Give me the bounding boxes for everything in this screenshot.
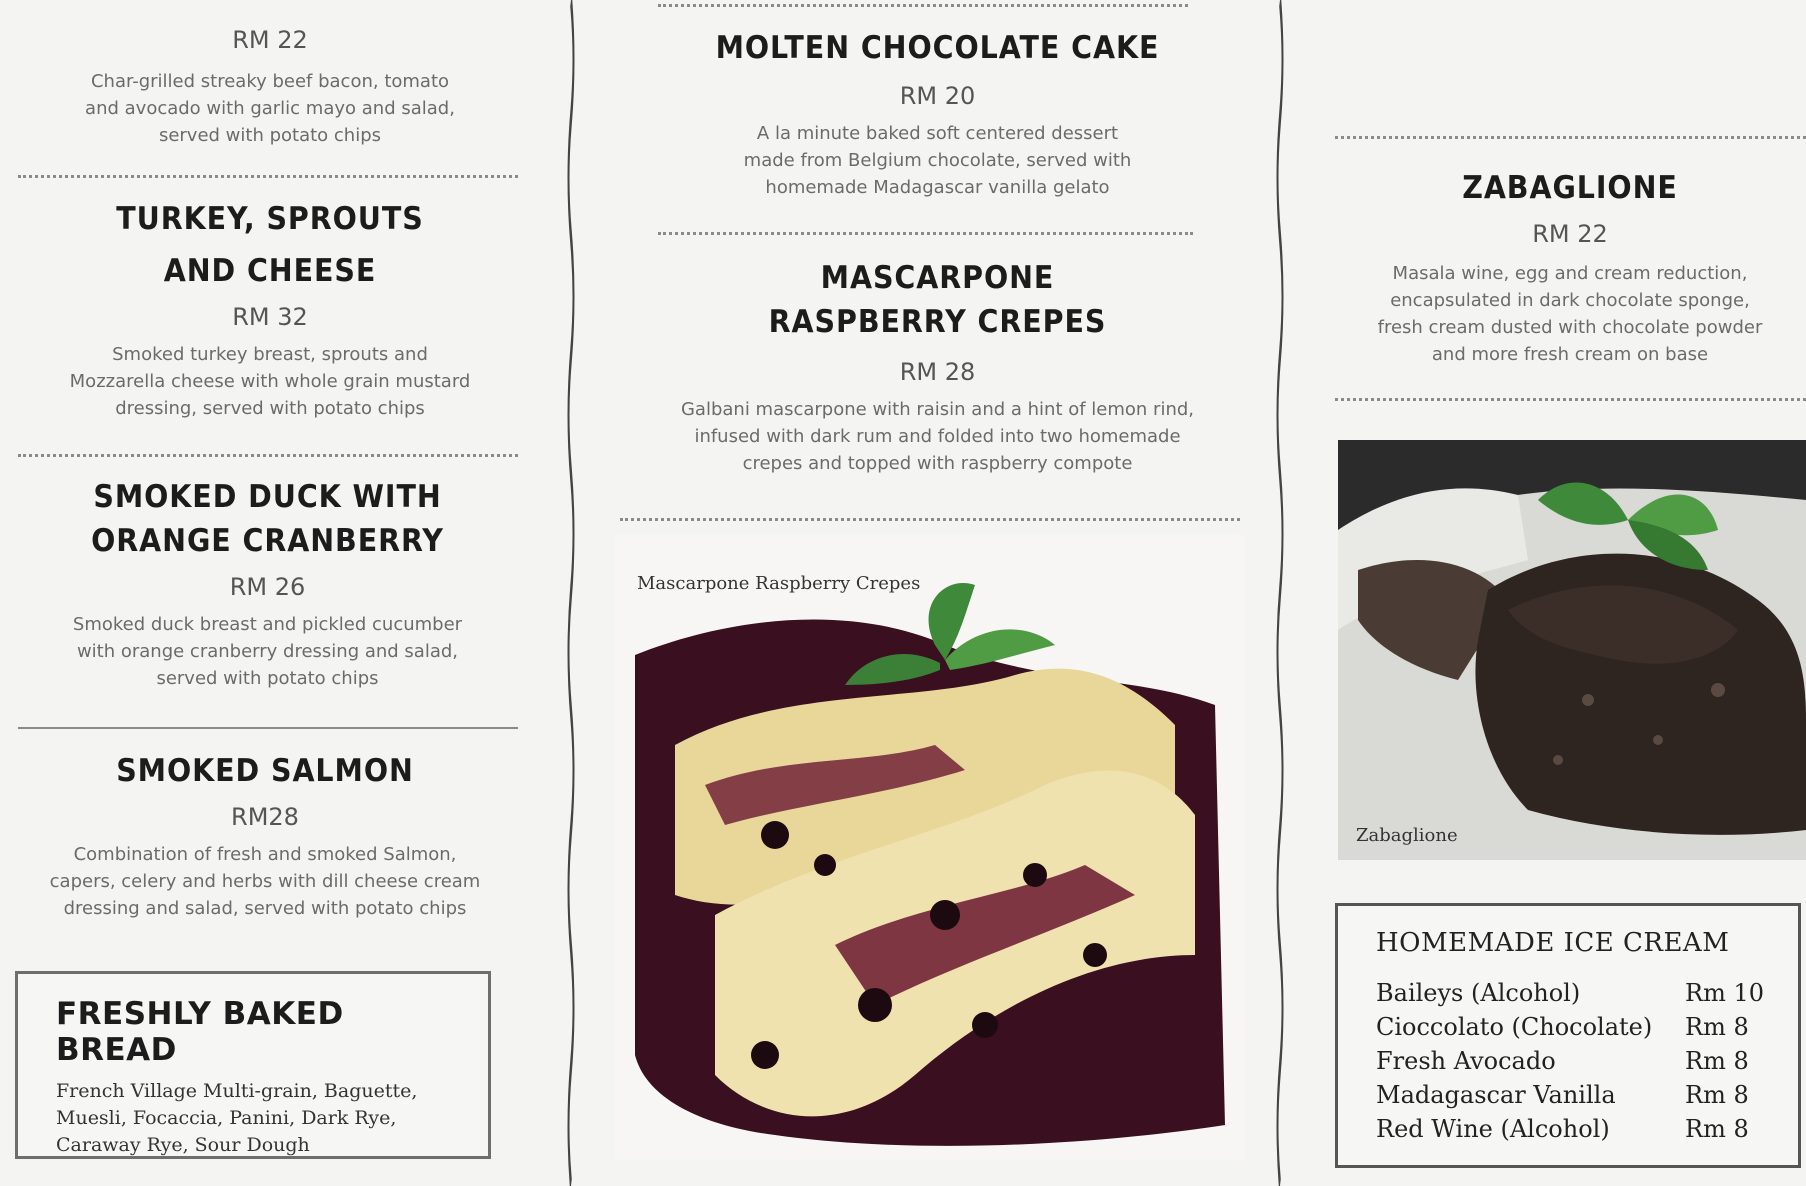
ice-cream-price: Rm 10 bbox=[1685, 979, 1764, 1007]
menu-item-bacon bbox=[0, 20, 540, 149]
divider bbox=[658, 232, 1193, 235]
menu-item-mascarpone-raspberry-crepes bbox=[605, 256, 1270, 477]
item-price: RM 26 bbox=[229, 573, 306, 601]
ice-cream-name: Baileys (Alcohol) bbox=[1376, 979, 1581, 1007]
item-description: Galbani mascarpone with raisin and a hint of lemon rind, infused with dark rum and folded into two homemade crepes and topped with raspberry compote bbox=[680, 399, 1195, 474]
ice-cream-row bbox=[1376, 1047, 1786, 1081]
item-name: SMOKED DUCK WITH ORANGE CRANBERRY bbox=[91, 479, 444, 559]
item-price: RM 22 bbox=[232, 26, 308, 54]
divider bbox=[620, 518, 1240, 521]
divider bbox=[1335, 398, 1806, 401]
ice-cream-price: Rm 8 bbox=[1685, 1115, 1749, 1143]
divider bbox=[1335, 136, 1806, 139]
menu-item-zabaglione bbox=[1335, 162, 1805, 368]
bread-title: FRESHLY BAKED BREAD bbox=[56, 996, 344, 1068]
item-description: Combination of fresh and smoked Salmon, capers, celery and herbs with dill cheese cream dressing and salad, served with potato chips bbox=[49, 844, 481, 919]
zabaglione-illustration bbox=[1338, 440, 1806, 860]
ice-cream-row bbox=[1376, 1013, 1786, 1047]
menu-item-smoked-duck bbox=[0, 475, 535, 692]
divider bbox=[18, 175, 518, 178]
crepes-illustration bbox=[615, 535, 1245, 1160]
item-price: RM 20 bbox=[899, 82, 976, 110]
ice-cream-row bbox=[1376, 1115, 1786, 1149]
ice-cream-title: HOMEMADE ICE CREAM bbox=[1376, 928, 1730, 958]
ice-cream-price: Rm 8 bbox=[1685, 1013, 1749, 1041]
ice-cream-price: Rm 8 bbox=[1685, 1047, 1749, 1075]
freshly-baked-bread-box bbox=[15, 971, 491, 1159]
bread-description: French Village Multi-grain, Baguette, Muesli, Focaccia, Panini, Dark Rye, Caraway Rye, Sour Dough bbox=[56, 1080, 418, 1156]
mascarpone-crepes-photo bbox=[615, 535, 1245, 1160]
item-description: Char-grilled streaky beef bacon, tomato and avocado with garlic mayo and salad, served with potato chips bbox=[85, 71, 455, 146]
ice-cream-name: Cioccolato (Chocolate) bbox=[1376, 1013, 1653, 1041]
photo-caption: Mascarpone Raspberry Crepes bbox=[637, 573, 921, 594]
menu-column-left bbox=[0, 0, 570, 1186]
item-description: Smoked duck breast and pickled cucumber with orange cranberry dressing and salad, served with potato chips bbox=[72, 614, 463, 689]
item-description: Smoked turkey breast, sprouts and Mozzarella cheese with whole grain mustard dressing, served with potato chips bbox=[69, 344, 471, 419]
ice-cream-name: Fresh Avocado bbox=[1376, 1047, 1556, 1075]
item-price: RM28 bbox=[231, 803, 299, 831]
ice-cream-row bbox=[1376, 1081, 1786, 1115]
homemade-ice-cream-box bbox=[1335, 903, 1801, 1168]
item-price: RM 28 bbox=[899, 358, 976, 386]
menu-item-molten-chocolate-cake bbox=[630, 22, 1245, 201]
item-name: MASCARPONE RASPBERRY CREPES bbox=[768, 260, 1107, 340]
ice-cream-name: Madagascar Vanilla bbox=[1376, 1081, 1616, 1109]
divider bbox=[18, 727, 518, 729]
ice-cream-name: Red Wine (Alcohol) bbox=[1376, 1115, 1610, 1143]
divider bbox=[18, 454, 518, 457]
item-description: A la minute baked soft centered dessert made from Belgium chocolate, served with homemade Madagascar vanilla gelato bbox=[743, 123, 1132, 198]
photo-caption: Zabaglione bbox=[1356, 825, 1458, 846]
menu-item-turkey bbox=[0, 193, 540, 422]
item-name: MOLTEN CHOCOLATE CAKE bbox=[715, 30, 1160, 66]
zabaglione-photo bbox=[1338, 440, 1806, 860]
divider bbox=[658, 4, 1188, 7]
item-name: TURKEY, SPROUTS AND CHEESE bbox=[116, 201, 424, 289]
ice-cream-price: Rm 8 bbox=[1685, 1081, 1749, 1109]
menu-column-middle bbox=[575, 0, 1280, 1186]
item-name: ZABAGLIONE bbox=[1462, 170, 1678, 206]
item-price: RM 22 bbox=[1532, 220, 1608, 248]
menu-item-smoked-salmon bbox=[0, 745, 530, 922]
item-description: Masala wine, egg and cream reduction, encapsulated in dark chocolate sponge, fresh cream dusted with chocolate powder and more fresh cream on base bbox=[1377, 263, 1763, 365]
item-name: SMOKED SALMON bbox=[116, 753, 414, 789]
item-price: RM 32 bbox=[232, 303, 308, 331]
ice-cream-row bbox=[1376, 979, 1786, 1013]
